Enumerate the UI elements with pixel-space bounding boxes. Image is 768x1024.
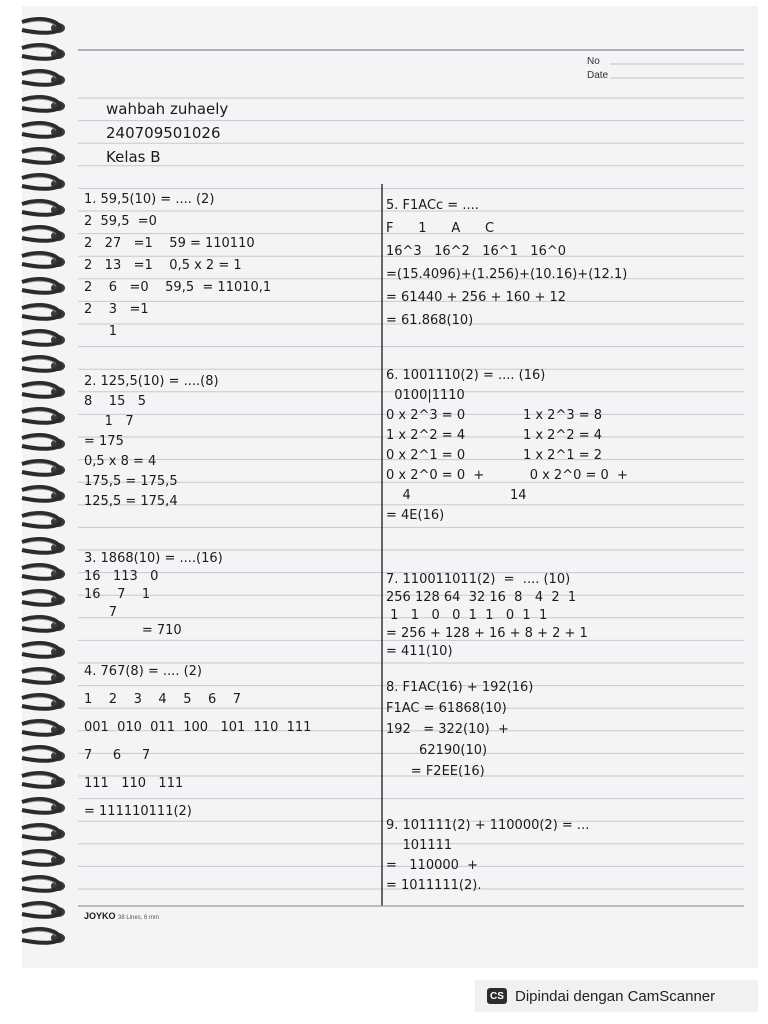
handwritten-line: = 710 bbox=[84, 623, 182, 638]
handwritten-line: 2 6 =0 59,5 = 11010,1 bbox=[84, 280, 272, 295]
student-class: Kelas B bbox=[106, 148, 161, 166]
handwritten-line: 7. 110011011(2) = .... (10) bbox=[386, 572, 571, 587]
handwritten-line: = 175 bbox=[84, 434, 124, 449]
handwritten-line: = 4E(16) bbox=[386, 508, 445, 523]
handwritten-line: 3. 1868(10) = ....(16) bbox=[84, 551, 223, 566]
problem-4 bbox=[84, 664, 311, 832]
handwritten-line: 1 7 bbox=[84, 414, 134, 429]
camscanner-watermark bbox=[475, 980, 758, 1012]
handwritten-line: 192 = 322(10) + bbox=[386, 722, 509, 737]
handwritten-line: F1AC = 61868(10) bbox=[386, 701, 507, 716]
problem-2 bbox=[84, 374, 219, 514]
handwritten-line: 2 13 =1 0,5 x 2 = 1 bbox=[84, 258, 242, 273]
handwritten-line: 0 x 2^0 = 0 + 0 x 2^0 = 0 + bbox=[386, 468, 628, 483]
problem-6 bbox=[386, 368, 628, 528]
handwritten-line: 16 7 1 bbox=[84, 587, 151, 602]
handwritten-line: = 110000 + bbox=[386, 858, 479, 873]
handwritten-line: 62190(10) bbox=[386, 743, 488, 758]
handwritten-line: =(15.4096)+(1.256)+(10.16)+(12.1) bbox=[386, 267, 628, 282]
handwritten-line: 2 59,5 =0 bbox=[84, 214, 157, 229]
handwritten-line: 7 6 7 bbox=[84, 748, 151, 763]
handwritten-line: 256 128 64 32 16 8 4 2 1 bbox=[386, 590, 577, 605]
problem-7 bbox=[386, 572, 588, 662]
spiral-binding bbox=[0, 0, 70, 960]
camscanner-label: Dipindai dengan CamScanner bbox=[515, 987, 716, 1005]
handwritten-line: 0 x 2^3 = 0 1 x 2^3 = 8 bbox=[386, 408, 603, 423]
handwritten-line: 4 14 bbox=[386, 488, 527, 503]
problem-3 bbox=[84, 551, 223, 641]
handwritten-line: 1. 59,5(10) = .... (2) bbox=[84, 192, 215, 207]
student-name: wahbah zuhaely bbox=[106, 100, 229, 118]
problem-5 bbox=[386, 198, 627, 336]
handwritten-line: 1 1 0 0 1 1 0 1 1 bbox=[386, 608, 548, 623]
handwritten-line: 5. F1ACc = .... bbox=[386, 198, 479, 213]
handwritten-line: 16^3 16^2 16^1 16^0 bbox=[386, 244, 567, 259]
student-nim: 240709501026 bbox=[106, 124, 221, 142]
handwritten-line: 6. 1001110(2) = .... (16) bbox=[386, 368, 546, 383]
date-label: Date bbox=[587, 70, 609, 81]
brand-spec: 38 Lines, 6 mm bbox=[118, 915, 160, 921]
handwritten-line: 7 bbox=[84, 605, 118, 620]
problem-8 bbox=[386, 680, 533, 785]
handwritten-line: = 411(10) bbox=[386, 644, 453, 659]
handwritten-line: 2. 125,5(10) = ....(8) bbox=[84, 374, 219, 389]
handwritten-line: 1 x 2^2 = 4 1 x 2^2 = 4 bbox=[386, 428, 603, 443]
handwritten-line: 8 15 5 bbox=[84, 394, 147, 409]
handwritten-line: 1 2 3 4 5 6 7 bbox=[84, 692, 242, 707]
handwritten-line: = F2EE(16) bbox=[386, 764, 485, 779]
handwritten-line: 125,5 = 175,4 bbox=[84, 494, 178, 509]
handwritten-line: 001 010 011 100 101 110 111 bbox=[84, 720, 312, 735]
handwritten-line: 111 110 111 bbox=[84, 776, 184, 791]
handwritten-line: F 1 A C bbox=[386, 221, 495, 236]
handwritten-line: 9. 101111(2) + 110000(2) = ... bbox=[386, 818, 590, 833]
handwritten-line: 0100|1110 bbox=[386, 388, 465, 403]
handwritten-line: 101111 bbox=[386, 838, 453, 853]
problem-1 bbox=[84, 192, 271, 346]
notebook-page bbox=[22, 6, 758, 968]
handwritten-line: 8. F1AC(16) + 192(16) bbox=[386, 680, 534, 695]
handwritten-line: = 256 + 128 + 16 + 8 + 2 + 1 bbox=[386, 626, 588, 641]
handwritten-line: = 61440 + 256 + 160 + 12 bbox=[386, 290, 567, 305]
no-label: No bbox=[587, 56, 600, 67]
handwritten-line: 16 113 0 bbox=[84, 569, 159, 584]
handwritten-line: 4. 767(8) = .... (2) bbox=[84, 664, 202, 679]
handwritten-line: = 111110111(2) bbox=[84, 804, 192, 819]
handwritten-line: = 1011111(2). bbox=[386, 878, 482, 893]
handwritten-line: = 61.868(10) bbox=[386, 313, 474, 328]
handwritten-line: 175,5 = 175,5 bbox=[84, 474, 178, 489]
brand-logo: JOYKO bbox=[84, 911, 116, 921]
handwritten-line: 2 3 =1 bbox=[84, 302, 149, 317]
handwritten-line: 0,5 x 8 = 4 bbox=[84, 454, 157, 469]
handwritten-line: 0 x 2^1 = 0 1 x 2^1 = 2 bbox=[386, 448, 603, 463]
handwritten-line: 1 bbox=[84, 324, 118, 339]
camscanner-logo-icon: CS bbox=[487, 988, 507, 1004]
handwritten-line: 2 27 =1 59 = 110110 bbox=[84, 236, 255, 251]
problem-9 bbox=[386, 818, 589, 898]
